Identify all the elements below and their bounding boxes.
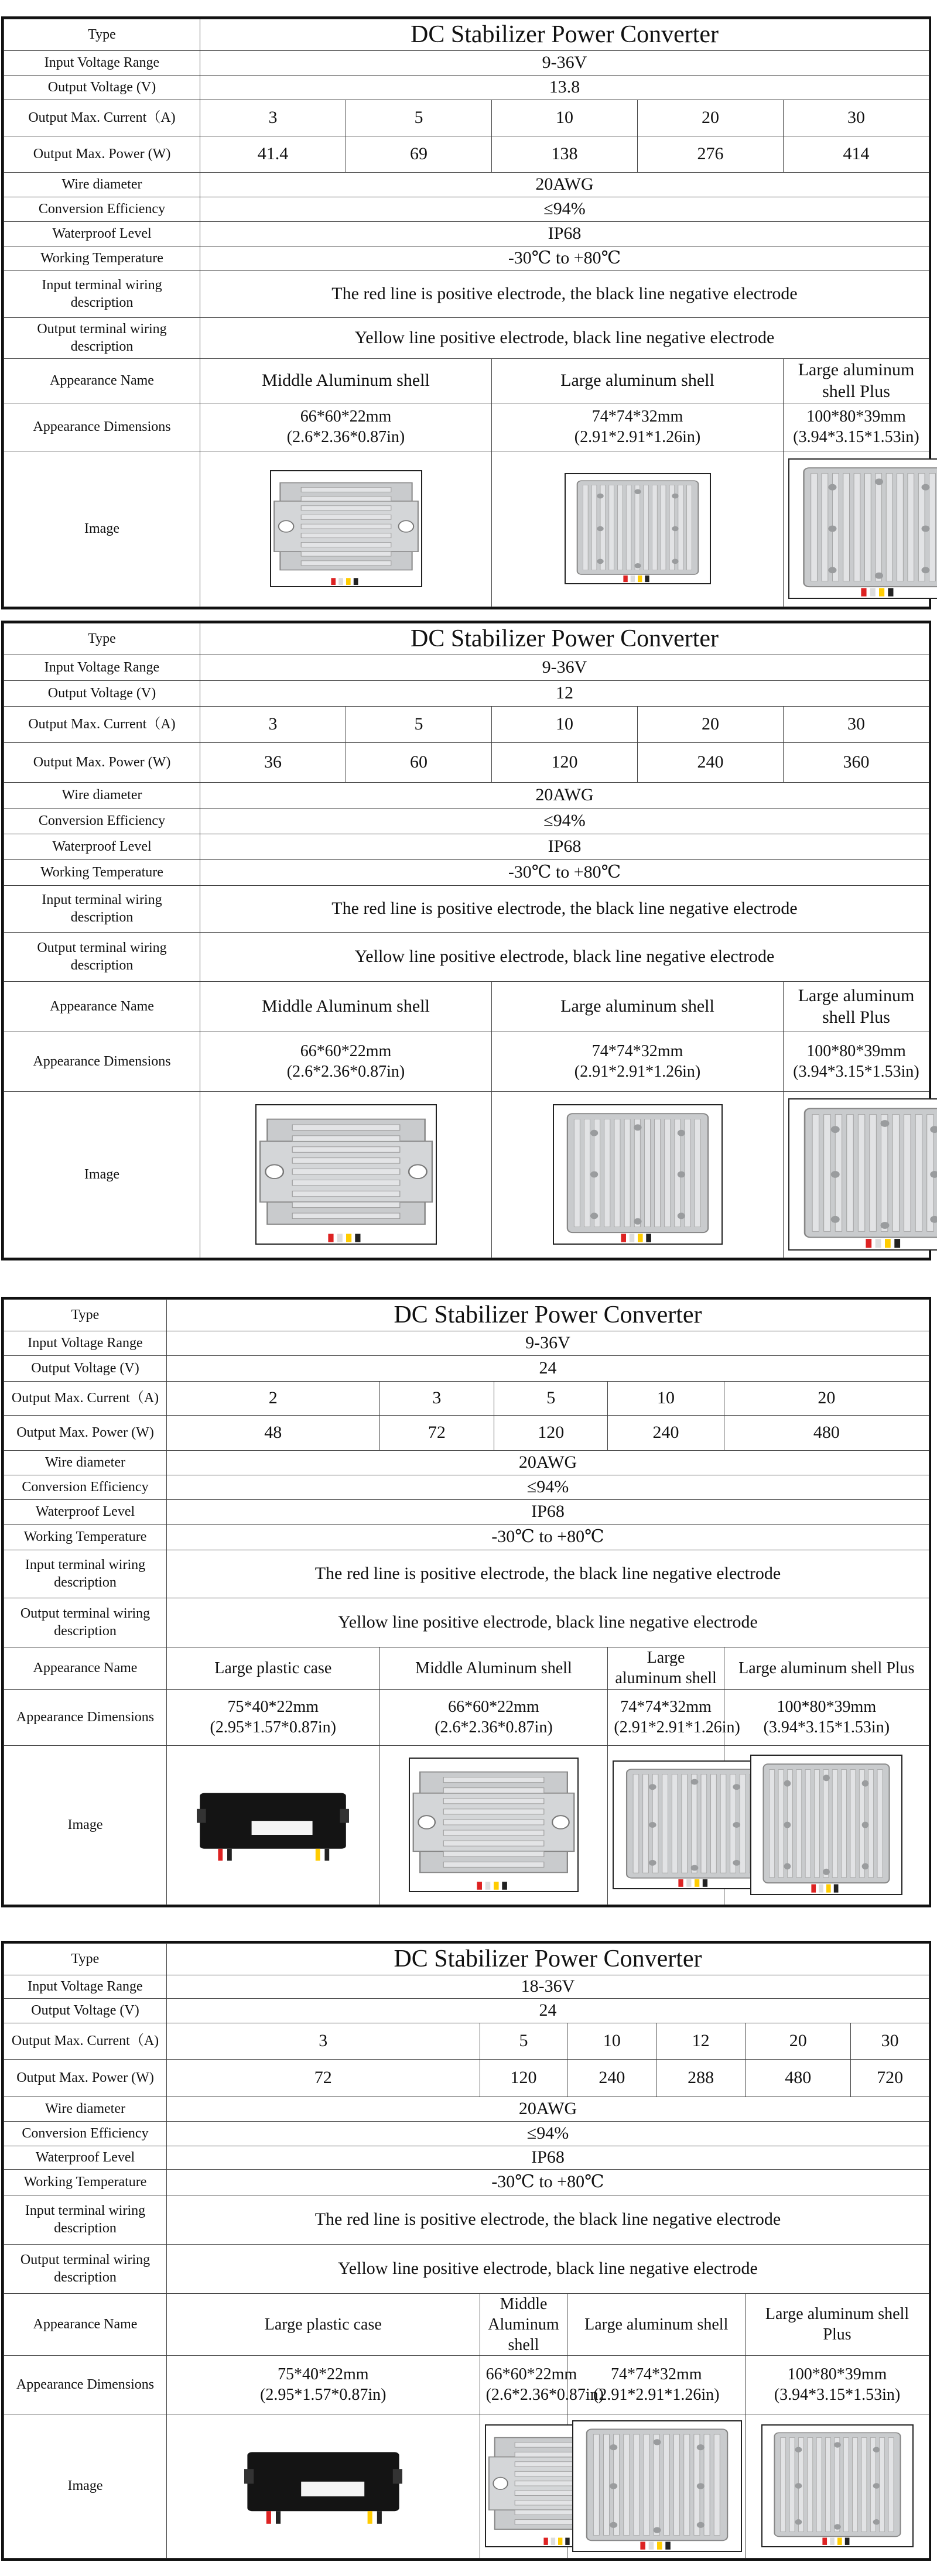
spec-table (4, 1943, 929, 2558)
dimensions-mm: 66*60*22mm (300, 1042, 392, 1060)
table-row (4, 1355, 929, 1381)
table-row (4, 706, 929, 742)
large-aluminum-shell-plus-image (788, 1098, 937, 1251)
input-voltage-label: Input Voltage Range (4, 655, 200, 680)
appearance-name: Middle Aluminum shell (480, 2293, 567, 2355)
appearance-dimensions (167, 2355, 480, 2414)
input-wiring-value: The red line is positive electrode, the black line negative electrode (167, 2195, 929, 2244)
dimensions-inches: (3.94*3.15*1.53in) (763, 1718, 890, 1736)
dimensions-inches: (3.94*3.15*1.53in) (774, 2386, 901, 2404)
appearance-dimensions-label: Appearance Dimensions (4, 1032, 200, 1091)
table-row (4, 270, 929, 317)
efficiency-label: Conversion Efficiency (4, 1475, 167, 1499)
type-label: Type (4, 19, 200, 51)
image-label: Image (4, 1745, 167, 1904)
large-aluminum-shell-plus-image (750, 1755, 902, 1895)
table-row (4, 742, 929, 782)
product-image-cell (379, 1745, 608, 1904)
output-power-value: 69 (346, 136, 492, 172)
table-row (4, 1689, 929, 1745)
table-row (4, 246, 929, 270)
table-row (4, 808, 929, 834)
output-current-label: Output Max. Current（A) (4, 100, 200, 136)
table-row (4, 1647, 929, 1689)
image-label: Image (4, 451, 200, 607)
dimensions-mm: 66*60*22mm (485, 2365, 577, 2383)
table-row (4, 2059, 929, 2097)
wire-diameter-value: 20AWG (167, 2097, 929, 2121)
table-row (4, 1091, 929, 1258)
product-image-cell (608, 1745, 724, 1904)
input-wiring-value: The red line is positive electrode, the black line negative electrode (200, 885, 929, 932)
dimensions-mm: 75*40*22mm (227, 1698, 319, 1716)
output-power-value: 240 (608, 1415, 724, 1450)
dimensions-inches: (2.95*1.57*0.87in) (210, 1718, 336, 1736)
dimensions-inches: (2.6*2.36*0.87in) (435, 1718, 553, 1736)
output-power-value: 48 (167, 1415, 380, 1450)
efficiency-label: Conversion Efficiency (4, 2121, 167, 2146)
appearance-dimensions (200, 1032, 492, 1091)
wire-diameter-label: Wire diameter (4, 782, 200, 808)
output-voltage-label: Output Voltage (V) (4, 1998, 167, 2023)
dimensions-mm: 74*74*32mm (610, 2365, 702, 2383)
appearance-dimensions (167, 1689, 380, 1745)
output-current-value: 20 (638, 706, 784, 742)
temperature-label: Working Temperature (4, 246, 200, 270)
product-image-cell (784, 1091, 929, 1258)
dimensions-inches: (2.6*2.36*0.87in) (286, 1063, 405, 1081)
table-row (4, 2121, 929, 2146)
dimensions-mm: 74*74*32mm (591, 1042, 683, 1060)
output-power-value: 36 (200, 742, 346, 782)
middle-aluminum-shell-image (255, 1104, 437, 1245)
type-label: Type (4, 1300, 167, 1331)
table-row (4, 197, 929, 221)
output-current-value: 5 (346, 706, 492, 742)
output-power-value: 414 (784, 136, 929, 172)
appearance-name: Large plastic case (167, 2293, 480, 2355)
dimensions-mm: 66*60*22mm (300, 407, 392, 426)
product-image-cell (167, 1745, 380, 1904)
spec-table (4, 19, 929, 607)
output-power-label: Output Max. Power (W) (4, 1415, 167, 1450)
product-image-cell (724, 1745, 929, 1904)
appearance-name: Large aluminum shell Plus (784, 981, 929, 1032)
output-current-label: Output Max. Current（A) (4, 706, 200, 742)
output-current-value: 10 (492, 100, 638, 136)
dimensions-mm: 74*74*32mm (591, 407, 683, 426)
table-row (4, 2355, 929, 2414)
efficiency-value: ≤94% (200, 197, 929, 221)
dimensions-inches: (2.91*2.91*1.26in) (574, 1063, 701, 1081)
appearance-dimensions (724, 1689, 929, 1745)
appearance-name-label: Appearance Name (4, 981, 200, 1032)
type-label: Type (4, 624, 200, 655)
table-row (4, 172, 929, 197)
table-row (4, 2195, 929, 2244)
type-label: Type (4, 1944, 167, 1975)
output-power-value: 360 (784, 742, 929, 782)
output-wiring-label: Output terminal wiring description (4, 2244, 167, 2293)
table-row (4, 859, 929, 885)
appearance-name: Large aluminum shell (567, 2293, 746, 2355)
large-aluminum-shell-image (572, 2420, 742, 2552)
table-row (4, 1598, 929, 1647)
table-row (4, 680, 929, 706)
dimensions-inches: (2.91*2.91*1.26in) (614, 1718, 740, 1736)
appearance-name: Large aluminum shell (608, 1647, 724, 1689)
appearance-dimensions (784, 1032, 929, 1091)
wire-diameter-label: Wire diameter (4, 1450, 167, 1475)
large-aluminum-shell-plus-image (761, 2424, 914, 2547)
appearance-name: Large aluminum shell (492, 981, 784, 1032)
output-power-label: Output Max. Power (W) (4, 136, 200, 172)
table-row (4, 1550, 929, 1598)
table-row (4, 1415, 929, 1450)
output-power-value: 480 (746, 2059, 851, 2097)
appearance-name-label: Appearance Name (4, 1647, 167, 1689)
table-row (4, 136, 929, 172)
table-row (4, 19, 929, 51)
waterproof-label: Waterproof Level (4, 2146, 167, 2169)
table-row (4, 1975, 929, 1998)
dimensions-mm: 100*80*39mm (777, 1698, 877, 1716)
table-row (4, 1331, 929, 1355)
table-row (4, 1475, 929, 1499)
table-row (4, 1450, 929, 1475)
waterproof-label: Waterproof Level (4, 221, 200, 246)
waterproof-value: IP68 (200, 834, 929, 859)
output-current-value: 10 (567, 2023, 656, 2059)
efficiency-value: ≤94% (200, 808, 929, 834)
input-wiring-label: Input terminal wiring description (4, 885, 200, 932)
input-voltage-value: 18-36V (167, 1975, 929, 1998)
appearance-dimensions (492, 1032, 784, 1091)
temperature-value: -30℃ to +80℃ (200, 859, 929, 885)
appearance-name: Large aluminum shell Plus (746, 2293, 929, 2355)
spec-table-section (1, 1941, 931, 2561)
waterproof-value: IP68 (167, 2146, 929, 2169)
wire-diameter-value: 20AWG (200, 782, 929, 808)
output-power-value: 120 (494, 1415, 608, 1450)
appearance-name: Large aluminum shell Plus (784, 358, 929, 403)
output-power-value: 720 (851, 2059, 929, 2097)
output-current-label: Output Max. Current（A) (4, 1381, 167, 1415)
appearance-dimensions (480, 2355, 604, 2414)
table-row (4, 655, 929, 680)
output-power-value: 276 (638, 136, 784, 172)
output-current-value: 3 (200, 706, 346, 742)
waterproof-label: Waterproof Level (4, 1499, 167, 1524)
product-title: DC Stabilizer Power Converter (167, 1944, 929, 1975)
output-current-value: 5 (480, 2023, 567, 2059)
dimensions-inches: (3.94*3.15*1.53in) (793, 428, 919, 446)
output-wiring-value: Yellow line positive electrode, black line negative electrode (200, 317, 929, 358)
output-power-value: 41.4 (200, 136, 346, 172)
output-current-value: 10 (492, 706, 638, 742)
output-current-value: 30 (784, 706, 929, 742)
waterproof-value: IP68 (167, 1499, 929, 1524)
dimensions-mm: 75*40*22mm (278, 2365, 369, 2383)
output-current-value: 20 (724, 1381, 929, 1415)
appearance-dimensions (746, 2355, 929, 2414)
table-row (4, 2414, 929, 2558)
output-power-label: Output Max. Power (W) (4, 2059, 167, 2097)
output-power-label: Output Max. Power (W) (4, 742, 200, 782)
table-row (4, 834, 929, 859)
input-wiring-label: Input terminal wiring description (4, 1550, 167, 1598)
input-voltage-label: Input Voltage Range (4, 50, 200, 75)
temperature-label: Working Temperature (4, 2169, 167, 2195)
table-row (4, 1524, 929, 1550)
output-power-value: 288 (656, 2059, 746, 2097)
table-row (4, 2293, 929, 2355)
output-power-value: 60 (346, 742, 492, 782)
appearance-dimensions (567, 2355, 746, 2414)
table-row (4, 782, 929, 808)
table-row (4, 221, 929, 246)
product-image-cell (492, 451, 784, 607)
table-row (4, 1745, 929, 1904)
dimensions-inches: (2.95*1.57*0.87in) (260, 2386, 387, 2404)
input-voltage-label: Input Voltage Range (4, 1975, 167, 1998)
output-current-value: 2 (167, 1381, 380, 1415)
temperature-label: Working Temperature (4, 859, 200, 885)
waterproof-value: IP68 (200, 221, 929, 246)
dimensions-mm: 74*74*32mm (620, 1698, 712, 1716)
large-aluminum-shell-image (565, 473, 711, 584)
output-wiring-label: Output terminal wiring description (4, 1598, 167, 1647)
table-row (4, 885, 929, 932)
efficiency-label: Conversion Efficiency (4, 197, 200, 221)
input-voltage-value: 9-36V (167, 1331, 929, 1355)
dimensions-inches: (2.91*2.91*1.26in) (574, 428, 701, 446)
table-row (4, 624, 929, 655)
table-row (4, 75, 929, 100)
product-image-cell (200, 1091, 492, 1258)
efficiency-label: Conversion Efficiency (4, 808, 200, 834)
product-image-cell (746, 2414, 929, 2558)
output-power-value: 240 (567, 2059, 656, 2097)
output-current-value: 5 (494, 1381, 608, 1415)
table-row (4, 1998, 929, 2023)
output-current-value: 20 (746, 2023, 851, 2059)
input-wiring-label: Input terminal wiring description (4, 2195, 167, 2244)
appearance-dimensions (379, 1689, 608, 1745)
input-wiring-label: Input terminal wiring description (4, 270, 200, 317)
dimensions-inches: (3.94*3.15*1.53in) (793, 1063, 919, 1081)
large-aluminum-shell-image (553, 1104, 723, 1245)
appearance-name: Large aluminum shell Plus (724, 1647, 929, 1689)
dimensions-mm: 66*60*22mm (448, 1698, 539, 1716)
waterproof-label: Waterproof Level (4, 834, 200, 859)
table-row (4, 1032, 929, 1091)
temperature-label: Working Temperature (4, 1524, 167, 1550)
table-row (4, 2023, 929, 2059)
output-current-value: 12 (656, 2023, 746, 2059)
output-current-label: Output Max. Current（A) (4, 2023, 167, 2059)
product-image-cell (200, 451, 492, 607)
output-current-value: 20 (638, 100, 784, 136)
spec-table-section (1, 1297, 931, 1907)
image-label: Image (4, 1091, 200, 1258)
output-current-value: 3 (200, 100, 346, 136)
output-current-value: 30 (784, 100, 929, 136)
product-title: DC Stabilizer Power Converter (200, 19, 929, 51)
appearance-dimensions (200, 403, 492, 451)
output-voltage-value: 12 (200, 680, 929, 706)
dimensions-mm: 100*80*39mm (787, 2365, 887, 2383)
product-title: DC Stabilizer Power Converter (200, 624, 929, 655)
output-power-value: 480 (724, 1415, 929, 1450)
product-image-cell (492, 1091, 784, 1258)
table-row (4, 981, 929, 1032)
table-row (4, 2146, 929, 2169)
table-row (4, 932, 929, 981)
input-voltage-label: Input Voltage Range (4, 1331, 167, 1355)
output-power-value: 120 (492, 742, 638, 782)
product-title: DC Stabilizer Power Converter (167, 1300, 929, 1331)
dimensions-mm: 100*80*39mm (806, 1042, 906, 1060)
appearance-name: Large aluminum shell (492, 358, 784, 403)
wire-diameter-value: 20AWG (167, 1450, 929, 1475)
product-image-cell (480, 2414, 567, 2558)
table-row (4, 358, 929, 403)
table-row (4, 1381, 929, 1415)
dimensions-inches: (2.91*2.91*1.26in) (593, 2386, 720, 2404)
appearance-name-label: Appearance Name (4, 358, 200, 403)
input-wiring-value: The red line is positive electrode, the black line negative electrode (200, 270, 929, 317)
dimensions-inches: (2.6*2.36*0.87in) (286, 428, 405, 446)
output-power-value: 138 (492, 136, 638, 172)
output-voltage-label: Output Voltage (V) (4, 680, 200, 706)
large-plastic-case-image (197, 1775, 349, 1875)
table-row (4, 317, 929, 358)
wire-diameter-label: Wire diameter (4, 2097, 167, 2121)
table-row (4, 2097, 929, 2121)
output-current-value: 5 (346, 100, 492, 136)
table-row (4, 1300, 929, 1331)
table-row (4, 403, 929, 451)
wire-diameter-label: Wire diameter (4, 172, 200, 197)
output-current-value: 3 (167, 2023, 480, 2059)
appearance-dimensions-label: Appearance Dimensions (4, 1689, 167, 1745)
appearance-dimensions-label: Appearance Dimensions (4, 2355, 167, 2414)
output-voltage-value: 24 (167, 1355, 929, 1381)
output-wiring-value: Yellow line positive electrode, black line negative electrode (167, 1598, 929, 1647)
spec-table-section (1, 16, 931, 609)
output-wiring-label: Output terminal wiring description (4, 932, 200, 981)
appearance-name: Middle Aluminum shell (200, 358, 492, 403)
product-image-cell (784, 451, 929, 607)
output-current-value: 10 (608, 1381, 724, 1415)
efficiency-value: ≤94% (167, 1475, 929, 1499)
large-plastic-case-image (244, 2433, 402, 2539)
temperature-value: -30℃ to +80℃ (200, 246, 929, 270)
input-voltage-value: 9-36V (200, 655, 929, 680)
product-image-cell (167, 2414, 480, 2558)
middle-aluminum-shell-image (409, 1758, 579, 1892)
input-wiring-value: The red line is positive electrode, the black line negative electrode (167, 1550, 929, 1598)
appearance-dimensions (608, 1689, 740, 1745)
dimensions-mm: 100*80*39mm (806, 407, 906, 426)
output-power-value: 120 (480, 2059, 567, 2097)
spec-table (4, 1299, 929, 1905)
output-power-value: 72 (379, 1415, 494, 1450)
middle-aluminum-shell-image (270, 470, 422, 587)
output-power-value: 72 (167, 2059, 480, 2097)
temperature-value: -30℃ to +80℃ (167, 2169, 929, 2195)
table-row (4, 2244, 929, 2293)
table-row (4, 451, 929, 607)
input-voltage-value: 9-36V (200, 50, 929, 75)
table-row (4, 1499, 929, 1524)
output-current-value: 3 (379, 1381, 494, 1415)
output-voltage-label: Output Voltage (V) (4, 75, 200, 100)
dimensions-inches: (2.6*2.36*0.87in) (485, 2386, 604, 2404)
image-label: Image (4, 2414, 167, 2558)
product-image-cell (567, 2414, 746, 2558)
appearance-name: Middle Aluminum shell (379, 1647, 608, 1689)
appearance-dimensions-label: Appearance Dimensions (4, 403, 200, 451)
wire-diameter-value: 20AWG (200, 172, 929, 197)
output-voltage-value: 13.8 (200, 75, 929, 100)
output-voltage-label: Output Voltage (V) (4, 1355, 167, 1381)
output-voltage-value: 24 (167, 1998, 929, 2023)
table-row (4, 2169, 929, 2195)
output-wiring-value: Yellow line positive electrode, black line negative electrode (167, 2244, 929, 2293)
efficiency-value: ≤94% (167, 2121, 929, 2146)
output-wiring-label: Output terminal wiring description (4, 317, 200, 358)
appearance-name: Middle Aluminum shell (200, 981, 492, 1032)
table-row (4, 1944, 929, 1975)
appearance-dimensions (784, 403, 929, 451)
large-aluminum-shell-plus-image (788, 458, 937, 599)
output-current-value: 30 (851, 2023, 929, 2059)
output-wiring-value: Yellow line positive electrode, black line negative electrode (200, 932, 929, 981)
appearance-dimensions (492, 403, 784, 451)
appearance-name: Large plastic case (167, 1647, 380, 1689)
output-power-value: 240 (638, 742, 784, 782)
table-row (4, 100, 929, 136)
spec-table-section (1, 621, 931, 1260)
temperature-value: -30℃ to +80℃ (167, 1524, 929, 1550)
table-row (4, 50, 929, 75)
spec-table (4, 623, 929, 1258)
appearance-name-label: Appearance Name (4, 2293, 167, 2355)
